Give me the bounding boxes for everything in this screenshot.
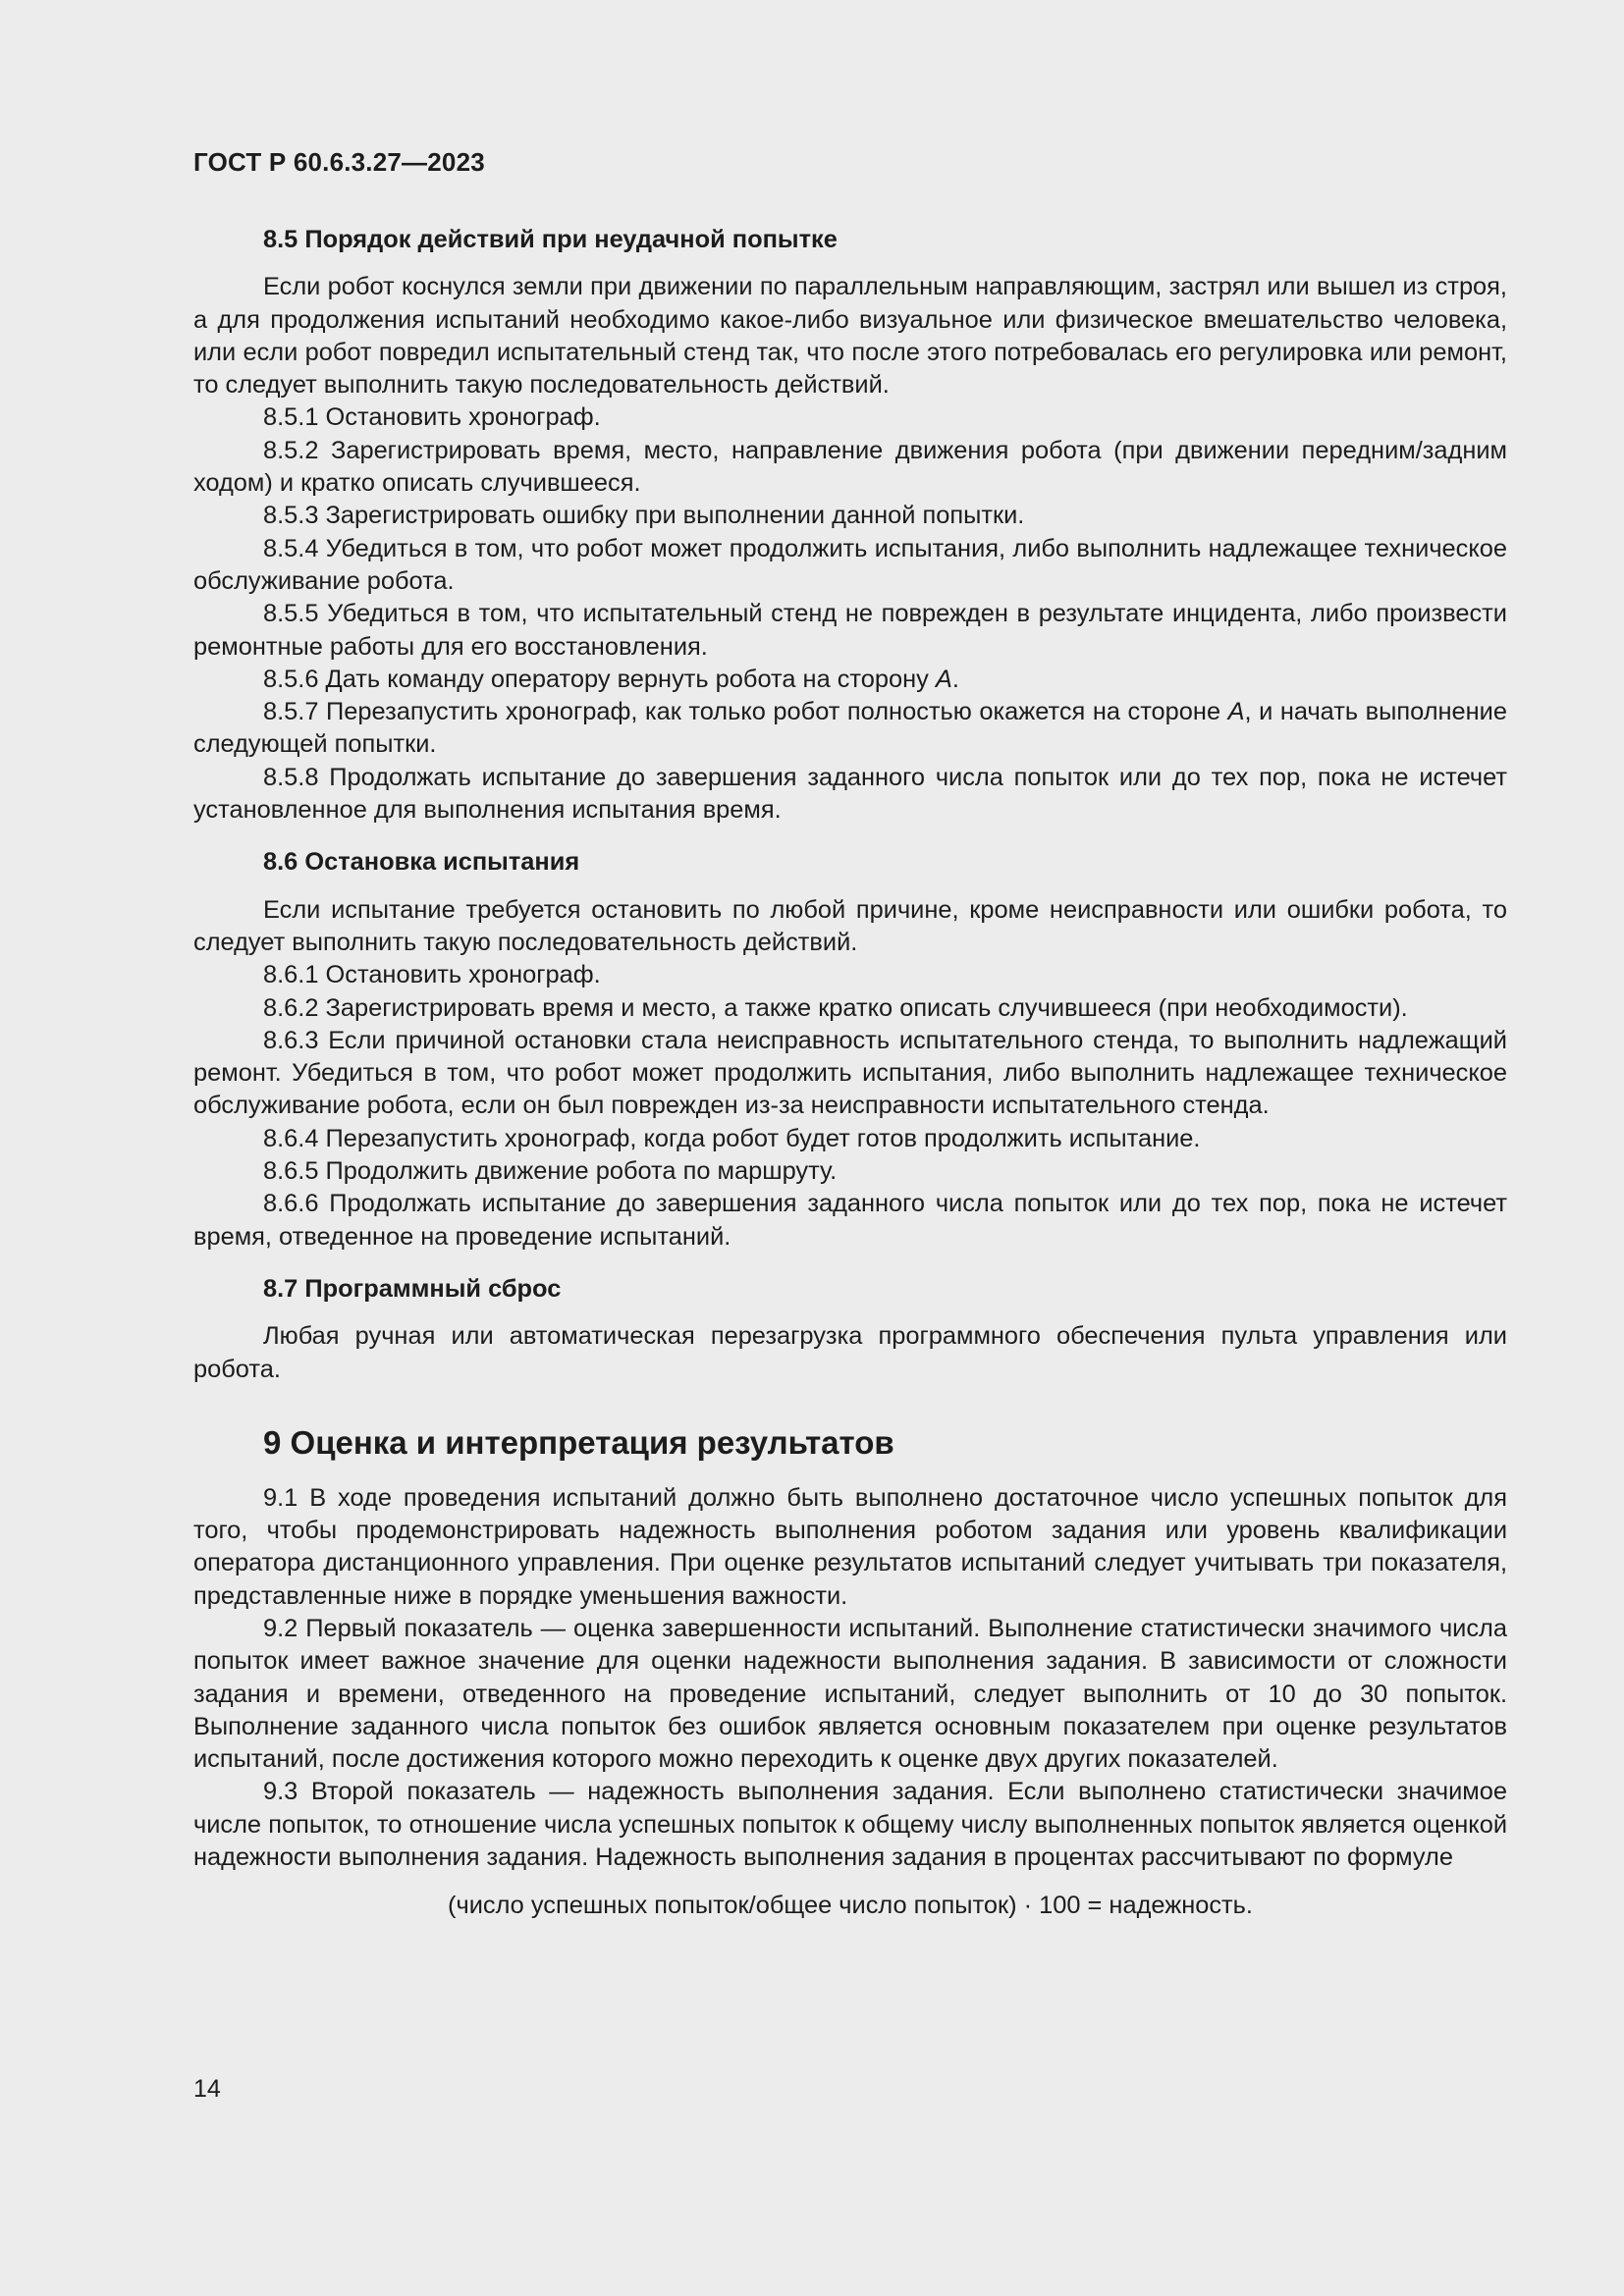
item-8-6-3: 8.6.3 Если причиной остановки стала неисправность испытательного стенда, то выполнить надлежащий ремонт. Убедиться в том, что робот может продолжить испытания, либо выполнить надлежащее техническое обслуживание робота, если он был поврежден из-за неисправности испытательного стенда. <box>193 1026 1507 1120</box>
item-8-5-8: 8.5.8 Продолжать испытание до завершения заданного числа попыток или до тех пор, пока не истечет установленное для выполнения испытания время. <box>193 763 1507 825</box>
chapter-9-title: 9 Оценка и интерпретация результатов <box>263 1423 894 1461</box>
section-8-7-text: Любая ручная или автоматическая перезагрузка программного обеспечения пульта управления или робота. <box>193 1322 1507 1383</box>
item-8-6-6: 8.6.6 Продолжать испытание до завершения заданного числа попыток или до тех пор, пока не истечет время, отведенное на проведение испытаний. <box>193 1190 1507 1251</box>
page-number: 14 <box>193 2075 221 2103</box>
section-8-6-title: 8.6 Остановка испытания <box>263 848 580 877</box>
item-8-5-6: 8.5.6 Дать команду оператору вернуть робота на сторону А. <box>263 665 959 693</box>
section-8-5-intro: Если робот коснулся земли при движении по параллельным направляющим, застрял или вышел из строя, а для продолжения испытаний необходимо какое-либо визуальное или физическое вмешательство человека, или если робот повредил испытательный стенд так, что после этого потребовалась его регулировка или ремонт, то следует выполнить такую последовательность действий. <box>193 273 1507 400</box>
item-9-1: 9.1 В ходе проведения испытаний должно быть выполнено достаточное число успешных попыток для того, чтобы продемонстрировать надежность выполнения роботом задания или уровень квалификации оператора дистанционного управления. При оценке результатов испытаний следует учитывать три показателя, представленные ниже в порядке уменьшения важности. <box>193 1483 1507 1610</box>
reliability-formula: (число успешных попыток/общее число попыток) · 100 = надежность. <box>448 1892 1253 1920</box>
item-9-3: 9.3 Второй показатель — надежность выполнения задания. Если выполнено статистически значимое числе попыток, то отношение числа успешных попыток к общему числу выполненных попыток является оценкой надежности выполнения задания. Надежность выполнения задания в процентах рассчитывают по формуле <box>193 1778 1507 1872</box>
section-8-7-title: 8.7 Программный сброс <box>263 1274 562 1303</box>
item-8-5-3: 8.5.3 Зарегистрировать ошибку при выполнении данной попытки. <box>263 502 1025 530</box>
side-a-label: А <box>935 665 952 693</box>
section-8-6-intro: Если испытание требуется остановить по любой причине, кроме неисправности или ошибки робота, то следует выполнить такую последовательность действий. <box>193 895 1507 956</box>
item-8-5-2: 8.5.2 Зарегистрировать время, место, направление движения робота (при движении передним/задним ходом) и кратко описать случившееся. <box>193 436 1507 498</box>
side-a-label: А <box>1227 698 1245 726</box>
item-8-5-4: 8.5.4 Убедиться в том, что робот может продолжить испытания, либо выполнить надлежащее техническое обслуживание робота. <box>193 534 1507 595</box>
document-header: ГОСТ Р 60.6.3.27—2023 <box>193 147 485 177</box>
item-8-6-1: 8.6.1 Остановить хронограф. <box>263 961 601 989</box>
item-8-5-5: 8.5.5 Убедиться в том, что испытательный стенд не поврежден в результате инцидента, либо произвести ремонтные работы для его восстановления. <box>193 600 1507 661</box>
item-9-2: 9.2 Первый показатель — оценка завершенности испытаний. Выполнение статистически значимого числа попыток имеет важное значение для оценки надежности выполнения задания. В зависимости от сложности задания и времени, отведенного на проведение испытаний, следует выполнить от 10 до 30 попыток. Выполнение заданного числа попыток без ошибок является основным показателем при оценке результатов испытаний, после достижения которого можно переходить к оценке двух других показателей. <box>193 1614 1507 1774</box>
item-8-6-2: 8.6.2 Зарегистрировать время и место, а также кратко описать случившееся (при необходимости). <box>263 993 1408 1022</box>
item-8-6-5: 8.6.5 Продолжить движение робота по маршруту. <box>263 1157 838 1186</box>
item-8-6-4: 8.6.4 Перезапустить хронограф, когда робот будет готов продолжить испытание. <box>263 1124 1201 1152</box>
document-body <box>193 224 1507 1923</box>
item-8-5-1: 8.5.1 Остановить хронограф. <box>263 403 601 432</box>
item-8-5-7: 8.5.7 Перезапустить хронограф, как только робот полностью окажется на стороне А, и начать выполнение следующей попытки. <box>193 698 1507 759</box>
section-8-5-title: 8.5 Порядок действий при неудачной попытке <box>263 226 838 253</box>
